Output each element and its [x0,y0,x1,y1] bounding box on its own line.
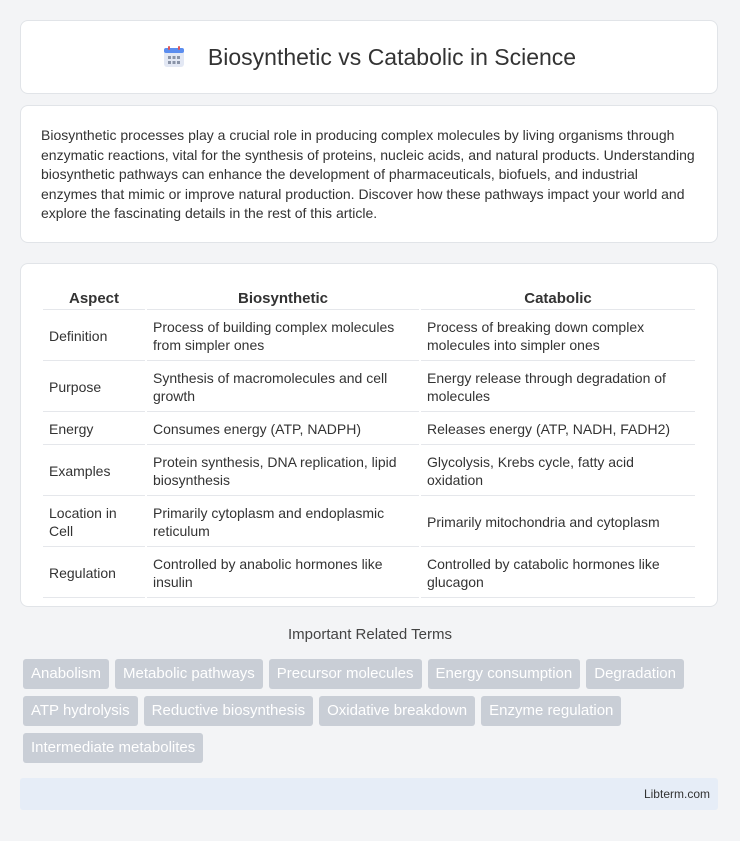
biosynthetic-cell: Protein synthesis, DNA replication, lipid biosynthesis [147,447,419,496]
biosynthetic-cell: Primarily cytoplasm and endoplasmic reticulum [147,498,419,547]
table-row [43,549,695,598]
term-tag-oxidative-breakdown[interactable]: Oxidative breakdown [319,696,475,726]
catabolic-cell: Glycolysis, Krebs cycle, fatty acid oxidation [421,447,695,496]
table-header-row [43,286,695,310]
catabolic-cell: Energy release through degradation of molecules [421,363,695,412]
biosynthetic-cell: Synthesis of macromolecules and cell growth [147,363,419,412]
comparison-table [41,284,697,600]
aspect-cell: Definition [43,312,145,361]
table-row [43,312,695,361]
header-card [20,20,718,94]
intro-card [20,105,718,243]
column-header-biosynthetic: Biosynthetic [147,286,419,310]
column-header-aspect: Aspect [43,286,145,310]
intro-paragraph: Biosynthetic processes play a crucial role in producing complex molecules by living organisms through enzymatic reactions, vital for the synthesis of proteins, nucleic acids, and natural products. Understanding biosynthetic pathways can enhance the development of pharmaceuticals, biofuels, and industrial enzymes that mimic or improve natural production. Discover how these pathways impact your world and explore the fascinating details in the rest of this article. [41,127,695,221]
term-tag-anabolism[interactable]: Anabolism [23,659,109,689]
table-row [43,447,695,496]
aspect-cell: Energy [43,414,145,445]
footer-site-link[interactable]: Libterm.com [643,787,710,801]
term-tag-atp-hydrolysis[interactable]: ATP hydrolysis [23,696,138,726]
term-tag-precursor-molecules[interactable]: Precursor molecules [269,659,422,689]
aspect-cell: Purpose [43,363,145,412]
term-tag-degradation[interactable]: Degradation [586,659,684,689]
aspect-cell: Examples [43,447,145,496]
term-tag-reductive-biosynthesis[interactable]: Reductive biosynthesis [144,696,313,726]
biosynthetic-cell: Controlled by anabolic hormones like insulin [147,549,419,598]
catabolic-cell: Controlled by catabolic hormones like glucagon [421,549,695,598]
calendar-icon [162,45,186,69]
table-row [43,363,695,412]
aspect-cell: Location in Cell [43,498,145,547]
aspect-cell: Regulation [43,549,145,598]
comparison-card [20,263,718,607]
catabolic-cell: Process of breaking down complex molecules into simpler ones [421,312,695,361]
term-tag-energy-consumption[interactable]: Energy consumption [428,659,581,689]
related-terms-list [23,659,723,770]
page-title: Biosynthetic vs Catabolic in Science [207,43,577,70]
biosynthetic-cell: Consumes energy (ATP, NADPH) [147,414,419,445]
table-row [43,414,695,445]
column-header-catabolic: Catabolic [421,286,695,310]
footer-bar [20,778,718,810]
term-tag-metabolic-pathways[interactable]: Metabolic pathways [115,659,263,689]
related-terms-title: Important Related Terms [288,626,452,643]
catabolic-cell: Releases energy (ATP, NADH, FADH2) [421,414,695,445]
term-tag-enzyme-regulation[interactable]: Enzyme regulation [481,696,621,726]
biosynthetic-cell: Process of building complex molecules from simpler ones [147,312,419,361]
term-tag-intermediate-metabolites[interactable]: Intermediate metabolites [23,733,203,763]
table-row [43,498,695,547]
catabolic-cell: Primarily mitochondria and cytoplasm [421,498,695,547]
